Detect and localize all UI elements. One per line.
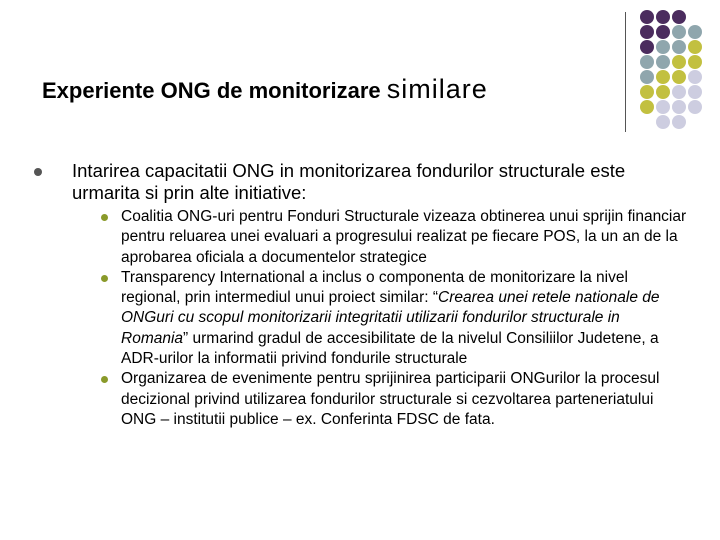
sub-bullet [101,268,691,369]
decorative-dot [640,25,654,39]
decorative-dot-grid [640,10,720,130]
sub-bullet-text: Organizarea de evenimente pentru sprijinirea participarii ONGurilor la procesul decizional privind utilizarea fondurilor structurale si cezvoltarea parteneriatului ONG – institutii publice – ex. Conferinta FDSC de fata. [121,370,660,428]
bullet-dot-icon [101,275,108,282]
title-main: Experiente ONG de monitorizare [42,78,387,103]
slide-title [42,74,622,105]
decorative-dot [640,70,654,84]
sub-bullet-text: Coalitia ONG-uri pentru Fonduri Structurale vizeaza obtinerea unui sprijin financiar pentru reluarea unei evaluari a progresului realizat pe fiecare POS, la un an de la aprobarea oficiala a documentelor strategice [121,208,687,266]
decorative-dot [672,25,686,39]
decorative-dot [656,85,670,99]
bullet-dot-icon [101,214,108,221]
decorative-dot [640,85,654,99]
bullet-text: Intarirea capacitatii ONG in monitorizarea fondurilor structurale este urmarita si prin alte initiative: [72,160,626,203]
decorative-dot [688,25,702,39]
decorative-dot [688,100,702,114]
decorative-dot [672,115,686,129]
decorative-dot [688,55,702,69]
sub-bullet-text [121,268,691,369]
decorative-dot [672,70,686,84]
sub-bullet-text-part: Transparency International a inclus o componenta de monitorizare la nivel regional, prin intermediul unui proiect similar: “ [121,268,628,307]
project-title-italic: Crearea unei retele nationale de ONGuri cu scopul monitorizarii integritatii utilizarii fondurilor structurale in Romania [121,289,660,347]
decorative-dot [688,40,702,54]
decorative-dot [672,10,686,24]
decorative-dot [688,85,702,99]
sub-bullet-list [101,207,691,430]
decorative-dot [688,70,702,84]
decorative-dot [640,10,654,24]
title-divider-line [625,12,626,132]
decorative-dot [656,40,670,54]
decorative-dot [640,55,654,69]
bullet-level1 [34,160,674,204]
decorative-dot [672,40,686,54]
decorative-dot [672,100,686,114]
bullet-dot-icon [34,168,42,176]
decorative-dot [640,40,654,54]
decorative-dot [656,10,670,24]
sub-bullet-text-part: ” urmarind gradul de accesibilitate de la nivelul Consiliilor Judetene, a ADR-urilor la informatii privind fondurile structurale [121,329,659,368]
decorative-dot [656,70,670,84]
decorative-dot [656,115,670,129]
bullet-dot-icon [101,376,108,383]
sub-bullet [101,369,691,430]
decorative-dot [640,100,654,114]
decorative-dot [656,100,670,114]
title-emphasis: similare [386,74,488,104]
decorative-dot [672,85,686,99]
decorative-dot [672,55,686,69]
decorative-dot [656,25,670,39]
sub-bullet [101,207,691,268]
decorative-dot [656,55,670,69]
